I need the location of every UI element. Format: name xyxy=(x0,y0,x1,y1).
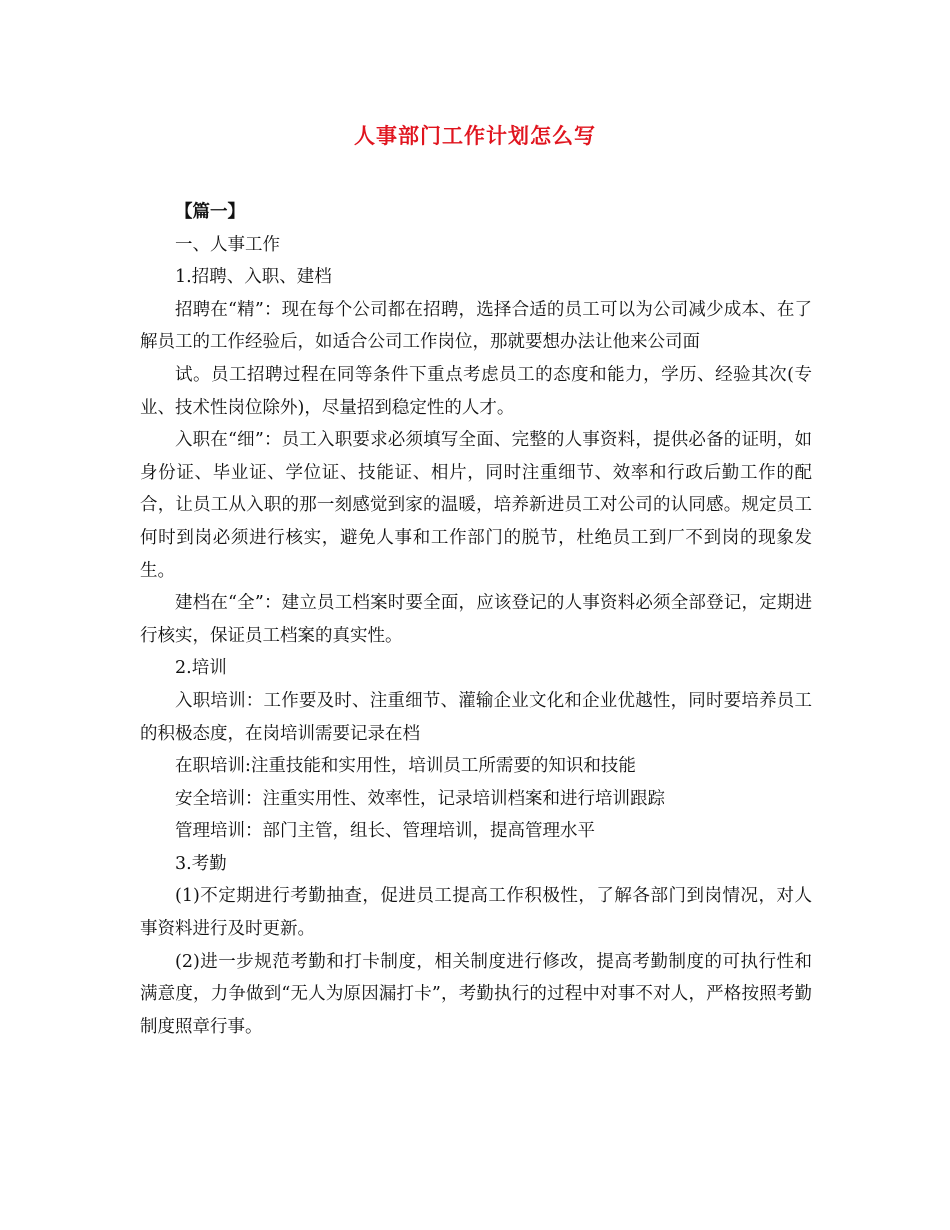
paragraph-onjob-training: 在职培训:注重技能和实用性，培训员工所需要的知识和技能 xyxy=(175,756,636,777)
paragraph-recruitment: 招聘在“精”：现在每个公司都在招聘，选择合适的员工可以为公司减少成本、在了解员工的工作经验后，如适合公司工作岗位，那就要想办法让他来公司面 xyxy=(140,299,812,353)
subheading-recruitment: 1.招聘、入职、建档 xyxy=(175,267,332,288)
paragraph-recruitment-continued: 试。员工招聘过程在同等条件下重点考虑员工的态度和能力，学历、经验其次(专业、技术性岗位除外)，尽量招到稳定性的人才。 xyxy=(140,364,812,418)
document-body xyxy=(140,196,812,1043)
paragraph-onboarding: 入职在“细”：员工入职要求必须填写全面、完整的人事资料，提供必备的证明，如身份证、毕业证、学位证、技能证、相片，同时注重细节、效率和行政后勤工作的配合，让员工从入职的那一刻感觉到家的温暖，培养新进员工对公司的认同感。规定员工何时到岗必须进行核实，避免人事和工作部门的脱节，杜绝员工到厂不到岗的现象发生。 xyxy=(140,430,812,581)
paragraph-management-training: 管理培训：部门主管，组长、管理培训，提高管理水平 xyxy=(175,821,595,842)
paragraph-attendance-1: (1)不定期进行考勤抽查，促进员工提高工作积极性，了解各部门到岗情况，对人事资料进行及时更新。 xyxy=(140,886,812,940)
paragraph-induction-training: 入职培训：工作要及时、注重细节、灌输企业文化和企业优越性，同时要培养员工的积极态度，在岗培训需要记录在档 xyxy=(140,690,812,744)
subheading-training: 2.培训 xyxy=(175,658,227,679)
heading-personnel-work: 一、人事工作 xyxy=(175,234,280,255)
document-title: 人事部门工作计划怎么写 xyxy=(354,123,596,148)
paragraph-safety-training: 安全培训：注重实用性、效率性，记录培训档案和进行培训跟踪 xyxy=(175,788,665,809)
section-header: 【篇一】 xyxy=(175,202,245,222)
paragraph-archiving: 建档在“全”：建立员工档案时要全面，应该登记的人事资料必须全部登记，定期进行核实，保证员工档案的真实性。 xyxy=(140,593,812,646)
subheading-attendance: 3.考勤 xyxy=(175,853,227,874)
paragraph-attendance-2: (2)进一步规范考勤和打卡制度，相关制度进行修改，提高考勤制度的可执行性和满意度，力争做到“无人为原因漏打卡”，考勤执行的过程中对事不对人，严格按照考勤制度照章行事。 xyxy=(140,951,812,1037)
